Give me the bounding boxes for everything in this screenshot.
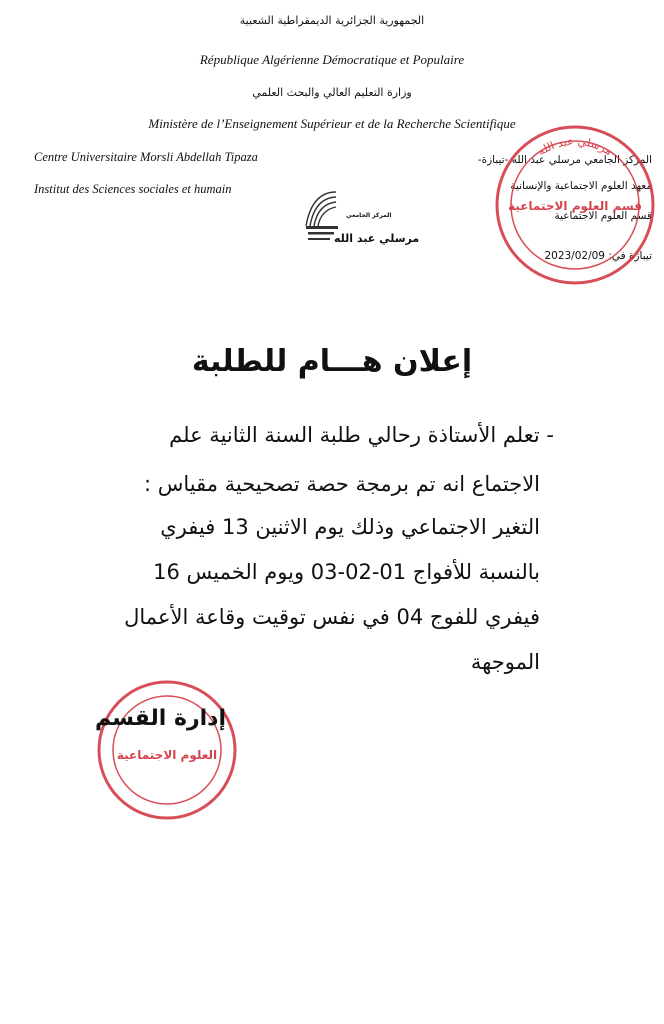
header-institute-arabic: معهد العلوم الاجتماعية والإنسانية [510, 180, 652, 192]
header-ministry-arabic: وزارة التعليم العالي والبحث العلمي [252, 86, 412, 99]
stamp-top-arc-text: مرسلي عبد الله [535, 134, 615, 159]
stamp-top-center-text: قسم العلوم الاجتماعية [508, 199, 642, 213]
announcement-line-6: الموجهة [470, 650, 540, 674]
svg-text:مرسلي عبد الله [535, 135, 614, 158]
official-stamp-top [490, 120, 660, 290]
header-date: تيبازة في: 2023/02/09 [544, 250, 652, 262]
signature-department-administration: إدارة القسم [95, 706, 226, 731]
official-stamp-bottom [92, 675, 242, 825]
announcement-title: إعلان هـــام للطلبة [191, 344, 473, 379]
header-department-arabic: قسم العلوم الاجتماعية [554, 210, 652, 222]
university-logo [300, 182, 420, 254]
logo-name-arabic: مرسلي عبد الله [334, 232, 420, 245]
stamp-seal-bottom-icon [92, 675, 242, 825]
logo-label-arabic: المركز الجامعي [346, 212, 392, 219]
announcement-line-1: - تعلم الأستاذة رحالي طلبة السنة الثانية علم [169, 423, 554, 447]
header-centre-french: Centre Universitaire Morsli Abdellah Tipaza [34, 150, 258, 164]
announcement-line-3: التغير الاجتماعي وذلك يوم الاثنين 13 فيفري [160, 515, 540, 539]
stamp-seal-icon [490, 120, 660, 290]
header-institute-french: Institut des Sciences sociales et humain [34, 182, 232, 196]
header-centre-arabic: المركز الجامعي مرسلي عبد الله -تيبازة- [477, 154, 652, 166]
announcement-line-4: بالنسبة للأفواج 01-02-03 ويوم الخميس 16 [153, 560, 540, 584]
header-republic-french: République Algérienne Démocratique et Populaire [199, 52, 465, 67]
stamp-bottom-center-text: العلوم الاجتماعية [116, 748, 218, 762]
header-republic-arabic: الجمهورية الجزائرية الديمقراطية الشعبية [239, 14, 425, 27]
announcement-line-5: فيفري للفوج 04 في نفس توقيت وقاعة الأعمال [124, 605, 540, 629]
header-ministry-french: Ministère de l’Enseignement Supérieur et de la Recherche Scientifique [148, 116, 516, 131]
announcement-line-2: الاجتماع انه تم برمجة حصة تصحيحية مقياس : [143, 472, 540, 496]
